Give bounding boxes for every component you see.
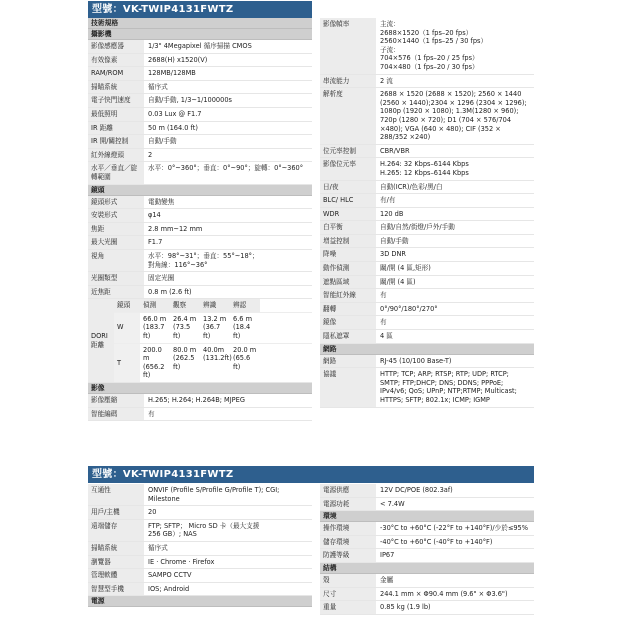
spec-row — [320, 303, 534, 317]
spec-label: 儲存環境 — [320, 536, 376, 549]
spec-row — [320, 289, 534, 303]
spec-label: 最低照明 — [88, 108, 144, 121]
section-header: 網路 — [320, 344, 534, 355]
spec-value: 2688 × 1520 (2688 × 1520); 2560 × 1440 (2560 × 1440);2304 × 1296 (2304 × 1296); 1080p (1920 × 1080); 1.3M(1280 × 960); 720p (1280 × 720); D1 (704 × 576/704 ×480); VGA (640 × 480); CIF (352 × 288/352 ×240) — [380, 90, 527, 142]
spec-label: 安裝形式 — [88, 209, 144, 222]
spec-value: 有 — [380, 291, 387, 300]
spec-row — [320, 221, 534, 235]
section-header: 影像 — [88, 383, 312, 394]
spec-value: 0.03 Lux @ F1.7 — [148, 109, 202, 118]
dori-row-label: W — [114, 313, 140, 343]
spec-value: HTTP; TCP; ARP; RTSP; RTP; UDP; RTCP; SMTP; FTP;DHCP; DNS; DDNS; PPPoE; IPv4/v6; QoS; UPnP; NTP;RTMP; Multicast; HTTPS; SFTP; 802.1x; ICMP; IGMP — [380, 370, 517, 404]
spec-label: 增益控制 — [320, 235, 376, 248]
spec-label: 近焦距 — [88, 286, 144, 299]
spec-value: SAMPO CCTV — [148, 571, 192, 580]
spec-row — [320, 574, 534, 588]
spec-row — [88, 408, 312, 422]
dori-cell: 80.0 m (262.5 ft) — [173, 345, 197, 371]
spec-row — [88, 272, 312, 286]
dori-header-cell: 偵測 — [140, 299, 170, 312]
spec-label: 防護等級 — [320, 549, 376, 562]
spec-label: 電源供應 — [320, 484, 376, 497]
model-banner-top: 型號：VK-TWIP4131FWTZ — [88, 1, 312, 18]
spec-row — [320, 549, 534, 563]
spec-row — [320, 208, 534, 222]
model-banner-bottom: 型號：VK-TWIP4131FWTZ — [88, 466, 534, 483]
spec-value: IE · Chrome · Firefox — [148, 557, 215, 566]
spec-value: H.264: 32 Kbps–6144 Kbps H.265: 12 Kbps–6144 Kbps — [380, 160, 469, 177]
spec-label: WDR — [320, 208, 376, 221]
spec-row — [88, 162, 312, 184]
spec-label: 翻轉 — [320, 303, 376, 316]
spec-value: 2 — [148, 150, 153, 159]
dori-cell: 40.0m (131.2ft) — [203, 345, 232, 363]
spec-label: 解析度 — [320, 88, 376, 144]
spec-value: -30°C to +60°C (-22°F to +140°F)/少於≤95% — [380, 524, 528, 533]
spec-row — [88, 94, 312, 108]
dori-cell: 200.0 m (656.2 ft) — [143, 345, 165, 380]
dori-cell: 13.2 m (36.7 ft) — [203, 314, 227, 341]
spec-value: 水平：0°~360°；垂直：0°~90°；旋轉：0°~360° — [148, 164, 304, 173]
spec-value: 2 流 — [380, 76, 393, 85]
spec-label: 智能編碼 — [88, 408, 144, 421]
spec-value: 自動/手動, 1/3~1/100000s — [148, 96, 232, 105]
dori-row — [114, 344, 312, 382]
spec-row — [88, 40, 312, 54]
spec-label: RAM/ROM — [88, 67, 144, 80]
spec-value: 12V DC/POE (802.3af) — [380, 486, 453, 494]
dori-header-cell: 辨識 — [200, 299, 230, 312]
section-header: 環境 — [320, 511, 534, 522]
spec-value: RJ-45 (10/100 Base-T) — [380, 356, 452, 365]
spec-row — [320, 88, 534, 145]
spec-row — [320, 536, 534, 550]
left-spec-column — [88, 18, 312, 421]
spec-value: 金屬 — [380, 575, 394, 584]
spec-label: BLC/ HLC — [320, 194, 376, 207]
spec-label: 動作偵測 — [320, 262, 376, 275]
spec-value: 0.8 m (2.6 ft) — [148, 287, 192, 296]
spec-label: 紅外線燈頭 — [88, 149, 144, 162]
spec-label: 操作環境 — [320, 522, 376, 535]
dori-label: DORI 距離 — [88, 299, 114, 382]
spec-row — [88, 54, 312, 68]
spec-value: 120 dB — [380, 209, 404, 218]
spec-label: IR 距離 — [88, 122, 144, 135]
dori-cell: 66.0 m (183.7 ft) — [143, 314, 167, 341]
bottom-left-spec-column — [88, 484, 312, 607]
spec-value: 1/3" 4Megapixel 循序掃描 CMOS — [148, 42, 252, 50]
spec-row — [88, 223, 312, 237]
spec-label: 鏡像 — [320, 316, 376, 329]
spec-value: H.265; H.264; H.264B; MJPEG — [148, 396, 245, 405]
spec-value: < 7.4W — [380, 499, 405, 508]
spec-label: 電子快門速度 — [88, 94, 144, 107]
spec-row — [320, 75, 534, 89]
spec-value: 水平：98°~31°；垂直：55°~18°； 對角線：116°~36° — [148, 251, 259, 269]
spec-value: 有 — [380, 318, 387, 327]
spec-row — [88, 122, 312, 136]
spec-label: 智能紅外線 — [320, 289, 376, 302]
spec-label: 水平／垂直／旋轉範圍 — [88, 162, 144, 183]
spec-row — [320, 484, 534, 498]
spec-label: 互通性 — [88, 484, 144, 505]
spec-value: 自動(ICR)/色彩/黑/白 — [380, 182, 443, 191]
section-header: 技術規格 — [88, 18, 312, 29]
spec-row — [320, 522, 534, 536]
spec-label: 有效像素 — [88, 54, 144, 67]
spec-label: 焦距 — [88, 223, 144, 236]
spec-row — [320, 588, 534, 602]
spec-value: φ14 — [148, 211, 161, 220]
spec-value: 有/有 — [380, 196, 396, 205]
spec-row — [88, 209, 312, 223]
dori-cell: 26.4 m (73.5 ft) — [173, 314, 197, 341]
spec-row — [320, 145, 534, 159]
section-header: 結構 — [320, 563, 534, 574]
spec-label: 尺寸 — [320, 588, 376, 601]
spec-row — [88, 236, 312, 250]
spec-value: 自動/手動 — [148, 137, 177, 146]
spec-label: 最大光圈 — [88, 236, 144, 249]
spec-value: 電動變焦 — [148, 197, 175, 206]
spec-row — [320, 276, 534, 290]
spec-label: 管理軟體 — [88, 569, 144, 582]
spec-value: 244.1 mm × Φ90.4 mm (9.6" × Φ3.6") — [380, 589, 508, 598]
spec-label: 電源功耗 — [320, 498, 376, 511]
spec-label: 日/夜 — [320, 181, 376, 194]
spec-row — [320, 18, 534, 75]
spec-value: -40°C to +60°C (-40°F to +140°F) — [380, 537, 493, 546]
dori-cell: 20.0 m (65.6 ft) — [233, 345, 257, 371]
spec-label: 重量 — [320, 601, 376, 614]
section-header: 攝影機 — [88, 29, 312, 40]
dori-header-label: 鏡頭 — [114, 299, 140, 312]
spec-row — [320, 248, 534, 262]
dori-header-cell: 觀察 — [170, 299, 200, 312]
bottom-right-spec-column — [320, 484, 534, 615]
spec-label: 光圈類型 — [88, 272, 144, 285]
dori-row — [114, 313, 312, 344]
spec-row — [88, 108, 312, 122]
spec-label: 網路 — [320, 355, 376, 368]
spec-value: 2.8 mm~12 mm — [148, 224, 203, 233]
spec-value: 固定光圈 — [148, 274, 175, 283]
spec-row — [88, 520, 312, 542]
spec-row — [320, 368, 534, 407]
spec-value: IOS; Android — [148, 584, 190, 593]
spec-row — [88, 569, 312, 583]
section-header: 鏡頭 — [88, 185, 312, 196]
spec-label: 影像幀率 — [320, 18, 376, 74]
spec-value: 50 m (164.0 ft) — [148, 123, 198, 132]
spec-value: FTP; SFTP； Micro SD 卡（最大支援 256 GB）; NAS — [148, 521, 260, 539]
spec-label: IR 開/關控制 — [88, 135, 144, 148]
spec-label: 影像壓縮 — [88, 394, 144, 407]
spec-value: CBR/VBR — [380, 146, 410, 155]
spec-row — [320, 355, 534, 369]
spec-row — [320, 330, 534, 344]
spec-value: 128MB/128MB — [148, 69, 196, 78]
spec-row — [320, 316, 534, 330]
spec-row — [88, 394, 312, 408]
dori-row-label: T — [114, 344, 140, 382]
spec-label: 影像位元率 — [320, 158, 376, 179]
spec-label: 鏡頭形式 — [88, 196, 144, 209]
spec-row — [320, 498, 534, 512]
spec-row — [88, 250, 312, 272]
spec-row — [88, 286, 312, 300]
spec-label: 殼 — [320, 574, 376, 587]
spec-row — [88, 542, 312, 556]
spec-value: 循序式 — [148, 82, 168, 91]
dori-distance-table — [88, 299, 312, 383]
spec-row — [88, 506, 312, 520]
spec-value: 自動/自然/街燈/戶外/手動 — [380, 223, 455, 232]
spec-label: 串流能力 — [320, 75, 376, 88]
right-spec-column — [320, 18, 534, 408]
spec-label: 降噪 — [320, 248, 376, 261]
spec-row — [88, 583, 312, 597]
dori-cell: 6.6 m (18.4 ft) — [233, 314, 253, 341]
spec-value: 循序式 — [148, 543, 168, 552]
spec-value: 關/開 (4 區) — [380, 277, 416, 286]
spec-row — [320, 181, 534, 195]
spec-label: 掃瞄系統 — [88, 81, 144, 94]
spec-label: 白平衡 — [320, 221, 376, 234]
spec-value: 0.85 kg (1.9 lb) — [380, 603, 431, 612]
spec-label: 用戶/主機 — [88, 506, 144, 519]
spec-row — [320, 194, 534, 208]
spec-row — [320, 158, 534, 180]
spec-row — [88, 81, 312, 95]
spec-label: 瀏覽器 — [88, 556, 144, 569]
spec-value: IP67 — [380, 551, 395, 560]
spec-value: ONVIF (Profile S/Profile G/Profile T); CGI; Milestone — [148, 486, 280, 503]
spec-row — [88, 484, 312, 506]
spec-label: 掃瞄系統 — [88, 542, 144, 555]
spec-label: 遠端儲存 — [88, 520, 144, 541]
spec-label: 協議 — [320, 368, 376, 406]
spec-value: 2688(H) x1520(V) — [148, 55, 208, 64]
spec-value: 主流： 2688×1520（1 fps–20 fps） 2560×1440（1 fps–25 / 30 fps） 子流： 704×576（1 fps–20 / 25 fps） 704×480（1 fps–20 / 30 fps） — [380, 20, 488, 71]
spec-row — [88, 556, 312, 570]
section-header: 電源 — [88, 596, 312, 607]
spec-value: 有 — [148, 409, 155, 418]
dori-header-row — [114, 299, 312, 313]
spec-label: 位元率控制 — [320, 145, 376, 158]
spec-label: 影像感應器 — [88, 40, 144, 53]
spec-row — [320, 262, 534, 276]
spec-value: 3D DNR — [380, 250, 406, 259]
spec-row — [88, 149, 312, 163]
spec-value: 0°/90°/180°/270° — [380, 304, 438, 313]
spec-row — [88, 196, 312, 210]
spec-value: 20 — [148, 508, 157, 517]
spec-row — [88, 67, 312, 81]
spec-label: 隱私遮罩 — [320, 330, 376, 343]
spec-value: F1.7 — [148, 238, 163, 247]
spec-label: 視角 — [88, 250, 144, 271]
spec-value: 4 區 — [380, 332, 393, 341]
dori-header-cell: 辨認 — [230, 299, 260, 312]
spec-row — [88, 135, 312, 149]
spec-value: 自動/手動 — [380, 236, 409, 245]
spec-value: 關/開 (4 區,矩形) — [380, 264, 431, 273]
spec-label: 遮點區域 — [320, 276, 376, 289]
spec-row — [320, 601, 534, 615]
spec-row — [320, 235, 534, 249]
spec-label: 智慧型手機 — [88, 583, 144, 596]
